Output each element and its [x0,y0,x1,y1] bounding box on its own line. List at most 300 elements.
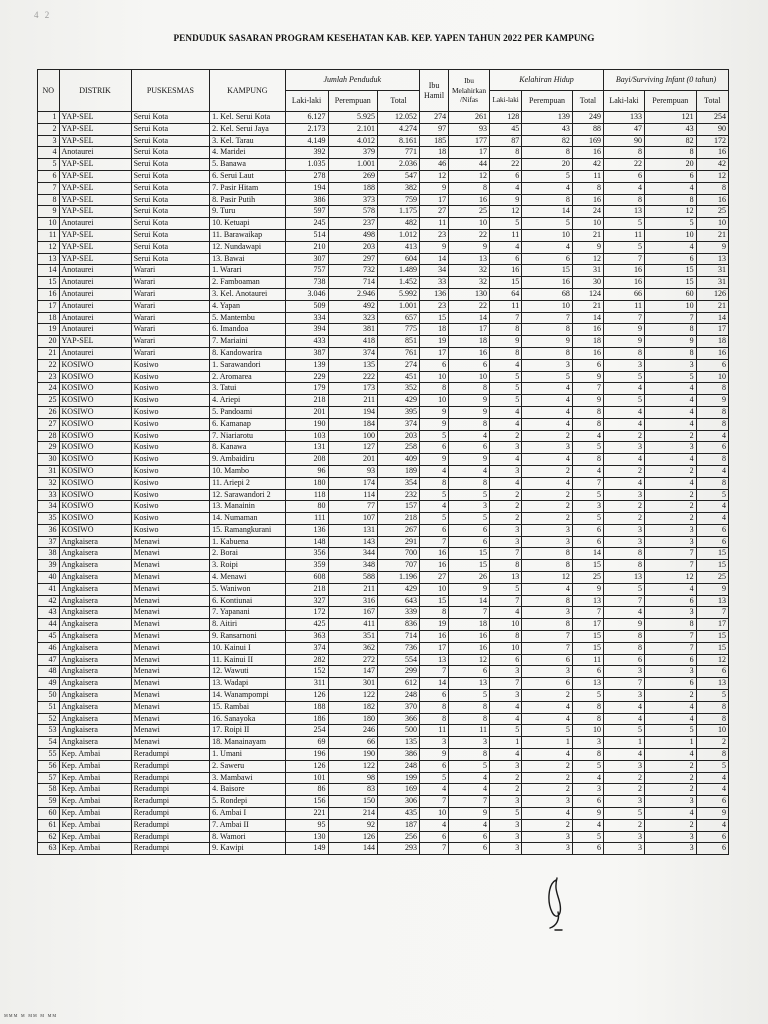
table-row [38,300,729,312]
cell-ibu-melahirkan: 9 [449,454,490,466]
cell-ibu-hamil: 19 [420,619,449,631]
cell-kh-perempuan: 5 [522,218,573,230]
header-kampung: KAMPUNG [210,70,285,112]
cell-no: 2 [38,123,60,135]
cell-kampung: 3. Kel. Anotaurei [210,288,285,300]
cell-ibu-melahirkan: 13 [449,678,490,690]
cell-kh-perempuan: 4 [522,383,573,395]
cell-bayi-total: 4 [696,513,728,525]
cell-jp-total: 1.489 [378,265,420,277]
cell-kampung: 9. Ransarnoni [210,631,285,643]
cell-distrik: Angkaisera [59,572,131,584]
cell-ibu-melahirkan: 5 [449,690,490,702]
cell-no: 51 [38,701,60,713]
cell-ibu-melahirkan: 6 [449,831,490,843]
table-row [38,690,729,702]
cell-kh-laki: 4 [489,454,521,466]
cell-jp-perempuan: 1.001 [328,159,378,171]
cell-kampung: 3. Mambawi [210,772,285,784]
cell-jp-laki: 172 [285,607,328,619]
cell-ibu-melahirkan: 9 [449,406,490,418]
cell-kh-laki: 4 [489,418,521,430]
cell-jp-laki: 156 [285,796,328,808]
cell-kh-laki: 5 [489,395,521,407]
cell-jp-total: 135 [378,737,420,749]
cell-jp-total: 604 [378,253,420,265]
cell-bayi-total: 8 [696,477,728,489]
cell-kampung: 7. Niariarotu [210,430,285,442]
cell-kampung: 2. Aromarea [210,371,285,383]
cell-ibu-melahirkan: 32 [449,277,490,289]
cell-puskesmas: Serui Kota [131,241,210,253]
cell-jp-perempuan: 98 [328,772,378,784]
cell-ibu-melahirkan: 93 [449,123,490,135]
cell-jp-laki: 101 [285,772,328,784]
cell-puskesmas: Reradumpi [131,796,210,808]
cell-kh-total: 7 [572,607,603,619]
cell-ibu-melahirkan: 9 [449,241,490,253]
cell-kh-total: 5 [572,690,603,702]
cell-jp-total: 435 [378,808,420,820]
cell-distrik: Anotaurei [59,288,131,300]
cell-bayi-perempuan: 3 [644,536,696,548]
cell-kampung: 14. Wanampompi [210,690,285,702]
cell-ibu-melahirkan: 16 [449,631,490,643]
cell-kh-total: 3 [572,784,603,796]
cell-puskesmas: Menawi [131,572,210,584]
cell-jp-perempuan: 122 [328,690,378,702]
cell-ibu-melahirkan: 3 [449,737,490,749]
cell-kh-laki: 3 [489,760,521,772]
cell-kh-total: 16 [572,147,603,159]
table-row [38,324,729,336]
cell-jp-total: 643 [378,595,420,607]
table-row [38,666,729,678]
cell-bayi-perempuan: 4 [644,701,696,713]
cell-ibu-hamil: 5 [420,772,449,784]
cell-bayi-total: 31 [696,265,728,277]
cell-jp-laki: 278 [285,170,328,182]
cell-puskesmas: Reradumpi [131,808,210,820]
cell-jp-laki: 218 [285,583,328,595]
table-row [38,288,729,300]
cell-ibu-hamil: 8 [420,477,449,489]
cell-ibu-hamil: 4 [420,784,449,796]
cell-ibu-melahirkan: 14 [449,595,490,607]
cell-bayi-total: 8 [696,749,728,761]
cell-distrik: YAP-SEL [59,336,131,348]
cell-kampung: 13. Bawai [210,253,285,265]
cell-kh-perempuan: 139 [522,112,573,124]
cell-ibu-hamil: 18 [420,147,449,159]
cell-bayi-perempuan: 4 [644,383,696,395]
header-bayi-total: Total [696,91,728,112]
cell-distrik: YAP-SEL [59,123,131,135]
cell-kh-laki: 4 [489,713,521,725]
cell-bayi-laki: 9 [604,336,645,348]
cell-jp-laki: 6.127 [285,112,328,124]
cell-distrik: YAP-SEL [59,135,131,147]
cell-no: 14 [38,265,60,277]
cell-no: 23 [38,371,60,383]
cell-kh-total: 7 [572,477,603,489]
cell-kh-total: 15 [572,642,603,654]
cell-kampung: 7. Ambai II [210,819,285,831]
cell-bayi-perempuan: 7 [644,560,696,572]
cell-jp-perempuan: 588 [328,572,378,584]
cell-ibu-hamil: 10 [420,371,449,383]
population-table [37,69,729,855]
cell-distrik: Angkaisera [59,713,131,725]
cell-jp-perempuan: 4.012 [328,135,378,147]
cell-distrik: Angkaisera [59,583,131,595]
cell-bayi-laki: 2 [604,772,645,784]
cell-bayi-total: 12 [696,170,728,182]
cell-jp-perempuan: 374 [328,347,378,359]
cell-kh-total: 6 [572,666,603,678]
cell-kh-perempuan: 3 [522,666,573,678]
cell-kh-laki: 22 [489,159,521,171]
cell-bayi-perempuan: 3 [644,607,696,619]
cell-jp-total: 554 [378,654,420,666]
cell-jp-total: 256 [378,831,420,843]
cell-kh-perempuan: 2 [522,819,573,831]
cell-puskesmas: Menawi [131,560,210,572]
cell-jp-perempuan: 381 [328,324,378,336]
cell-ibu-hamil: 18 [420,324,449,336]
cell-puskesmas: Menawi [131,642,210,654]
cell-distrik: YAP-SEL [59,159,131,171]
cell-kampung: 1. Kel. Serui Kota [210,112,285,124]
cell-jp-perempuan: 214 [328,808,378,820]
cell-bayi-perempuan: 10 [644,300,696,312]
cell-kampung: 12. Sarawandori 2 [210,489,285,501]
cell-jp-laki: 608 [285,572,328,584]
cell-bayi-perempuan: 4 [644,182,696,194]
cell-jp-laki: 152 [285,666,328,678]
cell-kampung: 1. Umani [210,749,285,761]
cell-kh-laki: 8 [489,324,521,336]
cell-jp-perempuan: 135 [328,359,378,371]
table-row [38,182,729,194]
cell-ibu-melahirkan: 11 [449,725,490,737]
cell-puskesmas: Menawi [131,631,210,643]
cell-distrik: KOSIWO [59,371,131,383]
cell-jp-perempuan: 174 [328,477,378,489]
cell-kh-perempuan: 7 [522,312,573,324]
cell-jp-total: 1.001 [378,300,420,312]
cell-bayi-perempuan: 2 [644,465,696,477]
cell-kh-perempuan: 8 [522,560,573,572]
cell-jp-perempuan: 344 [328,548,378,560]
cell-distrik: Angkaisera [59,654,131,666]
cell-no: 20 [38,336,60,348]
cell-ibu-hamil: 7 [420,843,449,855]
cell-kh-laki: 2 [489,489,521,501]
cell-no: 36 [38,524,60,536]
cell-jp-laki: 282 [285,654,328,666]
cell-jp-perempuan: 348 [328,560,378,572]
cell-jp-laki: 1.035 [285,159,328,171]
cell-jp-laki: 509 [285,300,328,312]
cell-ibu-melahirkan: 6 [449,843,490,855]
cell-kampung: 8. Wamori [210,831,285,843]
cell-kampung: 3. Tatui [210,383,285,395]
cell-kh-laki: 7 [489,548,521,560]
cell-jp-total: 429 [378,583,420,595]
cell-ibu-melahirkan: 9 [449,395,490,407]
cell-jp-total: 299 [378,666,420,678]
cell-ibu-hamil: 16 [420,548,449,560]
table-row [38,465,729,477]
cell-bayi-total: 7 [696,607,728,619]
cell-distrik: KOSIWO [59,359,131,371]
cell-ibu-hamil: 6 [420,760,449,772]
cell-jp-laki: 194 [285,182,328,194]
cell-bayi-total: 15 [696,560,728,572]
cell-puskesmas: Kosiwo [131,406,210,418]
cell-jp-perempuan: 269 [328,170,378,182]
cell-distrik: Kep. Ambai [59,749,131,761]
cell-bayi-laki: 5 [604,583,645,595]
cell-no: 55 [38,749,60,761]
cell-puskesmas: Kosiwo [131,395,210,407]
cell-bayi-perempuan: 2 [644,760,696,772]
cell-bayi-laki: 9 [604,324,645,336]
cell-jp-perempuan: 301 [328,678,378,690]
cell-ibu-melahirkan: 14 [449,312,490,324]
cell-jp-total: 2.036 [378,159,420,171]
cell-bayi-perempuan: 4 [644,406,696,418]
header-ibu-hamil: Ibu Hamil [420,70,449,112]
table-row [38,843,729,855]
cell-bayi-perempuan: 4 [644,583,696,595]
cell-jp-laki: 386 [285,194,328,206]
cell-kampung: 9. Ambaidiru [210,454,285,466]
cell-no: 32 [38,477,60,489]
cell-puskesmas: Menawi [131,713,210,725]
cell-kampung: 8. Kandowarira [210,347,285,359]
cell-kh-laki: 1 [489,737,521,749]
cell-jp-total: 157 [378,501,420,513]
cell-distrik: Angkaisera [59,560,131,572]
cell-kampung: 14. Numaman [210,513,285,525]
cell-kh-perempuan: 3 [522,442,573,454]
cell-bayi-perempuan: 5 [644,371,696,383]
cell-no: 43 [38,607,60,619]
cell-ibu-melahirkan: 5 [449,760,490,772]
cell-kh-laki: 128 [489,112,521,124]
cell-bayi-total: 31 [696,277,728,289]
cell-kampung: 10. Ketuapi [210,218,285,230]
cell-bayi-perempuan: 7 [644,548,696,560]
cell-no: 52 [38,713,60,725]
cell-ibu-hamil: 7 [420,796,449,808]
cell-kh-perempuan: 4 [522,583,573,595]
cell-jp-laki: 103 [285,430,328,442]
cell-bayi-laki: 3 [604,690,645,702]
table-row [38,524,729,536]
cell-jp-total: 700 [378,548,420,560]
cell-ibu-melahirkan: 12 [449,654,490,666]
cell-ibu-melahirkan: 44 [449,159,490,171]
cell-jp-total: 374 [378,418,420,430]
cell-ibu-hamil: 17 [420,194,449,206]
cell-no: 29 [38,442,60,454]
cell-bayi-laki: 8 [604,631,645,643]
cell-bayi-laki: 13 [604,572,645,584]
cell-bayi-laki: 7 [604,595,645,607]
cell-jp-total: 836 [378,619,420,631]
cell-distrik: Angkaisera [59,666,131,678]
cell-jp-laki: 130 [285,831,328,843]
cell-bayi-total: 6 [696,796,728,808]
cell-bayi-laki: 3 [604,796,645,808]
cell-kh-perempuan: 4 [522,808,573,820]
cell-bayi-laki: 8 [604,147,645,159]
cell-bayi-total: 21 [696,229,728,241]
cell-jp-total: 612 [378,678,420,690]
cell-no: 5 [38,159,60,171]
header-kh-total: Total [572,91,603,112]
cell-ibu-melahirkan: 8 [449,701,490,713]
cell-bayi-perempuan: 43 [644,123,696,135]
cell-bayi-perempuan: 9 [644,336,696,348]
table-row [38,654,729,666]
cell-jp-perempuan: 122 [328,760,378,772]
cell-kh-laki: 3 [489,831,521,843]
table-row [38,713,729,725]
cell-jp-perempuan: 272 [328,654,378,666]
cell-ibu-melahirkan: 6 [449,536,490,548]
cell-kh-total: 10 [572,725,603,737]
cell-kh-laki: 3 [489,690,521,702]
cell-bayi-perempuan: 3 [644,843,696,855]
cell-distrik: KOSIWO [59,524,131,536]
cell-kh-perempuan: 43 [522,123,573,135]
cell-kh-total: 11 [572,170,603,182]
cell-jp-perempuan: 379 [328,147,378,159]
cell-kh-laki: 7 [489,595,521,607]
cell-kampung: 4. Ariepi [210,395,285,407]
cell-kh-laki: 10 [489,619,521,631]
cell-kh-perempuan: 9 [522,336,573,348]
cell-ibu-hamil: 14 [420,253,449,265]
cell-bayi-perempuan: 2 [644,501,696,513]
cell-jp-laki: 96 [285,465,328,477]
cell-jp-laki: 139 [285,359,328,371]
cell-puskesmas: Serui Kota [131,159,210,171]
cell-kh-laki: 2 [489,501,521,513]
cell-jp-perempuan: 147 [328,666,378,678]
cell-puskesmas: Menawi [131,607,210,619]
cell-jp-total: 248 [378,690,420,702]
cell-bayi-perempuan: 2 [644,513,696,525]
cell-jp-total: 451 [378,371,420,383]
handwritten-signature [538,872,578,932]
table-row [38,147,729,159]
cell-bayi-total: 6 [696,843,728,855]
cell-kh-total: 6 [572,796,603,808]
cell-kh-laki: 4 [489,359,521,371]
cell-kampung: 8. Aitiri [210,619,285,631]
cell-jp-laki: 221 [285,808,328,820]
cell-kh-total: 16 [572,347,603,359]
cell-jp-perempuan: 5.925 [328,112,378,124]
cell-kampung: 6. Ambai I [210,808,285,820]
cell-distrik: YAP-SEL [59,170,131,182]
cell-puskesmas: Menawi [131,583,210,595]
cell-puskesmas: Serui Kota [131,182,210,194]
cell-kh-total: 4 [572,772,603,784]
table-row [38,784,729,796]
cell-kampung: 3. Kel. Tarau [210,135,285,147]
cell-jp-perempuan: 373 [328,194,378,206]
table-body [38,112,729,855]
cell-kampung: 4. Yapan [210,300,285,312]
cell-kampung: 2. Borai [210,548,285,560]
cell-kh-perempuan: 2 [522,772,573,784]
cell-kh-laki: 3 [489,442,521,454]
cell-ibu-melahirkan: 8 [449,418,490,430]
cell-kh-laki: 8 [489,631,521,643]
table-row [38,383,729,395]
cell-kampung: 6. Serui Laut [210,170,285,182]
cell-bayi-total: 13 [696,595,728,607]
cell-kh-total: 10 [572,218,603,230]
cell-kampung: 6. Kontiunai [210,595,285,607]
cell-bayi-perempuan: 6 [644,253,696,265]
cell-kh-total: 21 [572,300,603,312]
cell-ibu-melahirkan: 16 [449,642,490,654]
cell-kh-laki: 10 [489,642,521,654]
cell-kh-total: 30 [572,277,603,289]
cell-ibu-melahirkan: 17 [449,147,490,159]
cell-kh-perempuan: 4 [522,241,573,253]
cell-ibu-hamil: 6 [420,442,449,454]
cell-jp-total: 267 [378,524,420,536]
cell-bayi-perempuan: 10 [644,229,696,241]
cell-bayi-laki: 3 [604,760,645,772]
cell-bayi-perempuan: 8 [644,619,696,631]
cell-bayi-perempuan: 8 [644,194,696,206]
cell-jp-laki: 359 [285,560,328,572]
table-row [38,123,729,135]
cell-ibu-melahirkan: 7 [449,607,490,619]
cell-ibu-melahirkan: 9 [449,583,490,595]
cell-jp-laki: 387 [285,347,328,359]
table-row [38,454,729,466]
cell-ibu-melahirkan: 8 [449,477,490,489]
table-row [38,489,729,501]
cell-puskesmas: Reradumpi [131,772,210,784]
cell-jp-total: 5.992 [378,288,420,300]
cell-bayi-total: 6 [696,359,728,371]
cell-distrik: YAP-SEL [59,229,131,241]
cell-ibu-hamil: 33 [420,277,449,289]
cell-jp-laki: 208 [285,454,328,466]
cell-puskesmas: Kosiwo [131,418,210,430]
cell-no: 30 [38,454,60,466]
cell-puskesmas: Kosiwo [131,513,210,525]
cell-kh-perempuan: 3 [522,796,573,808]
cell-jp-perempuan: 173 [328,383,378,395]
cell-ibu-hamil: 7 [420,666,449,678]
cell-no: 47 [38,654,60,666]
cell-distrik: Kep. Ambai [59,843,131,855]
cell-no: 24 [38,383,60,395]
cell-kh-total: 9 [572,808,603,820]
